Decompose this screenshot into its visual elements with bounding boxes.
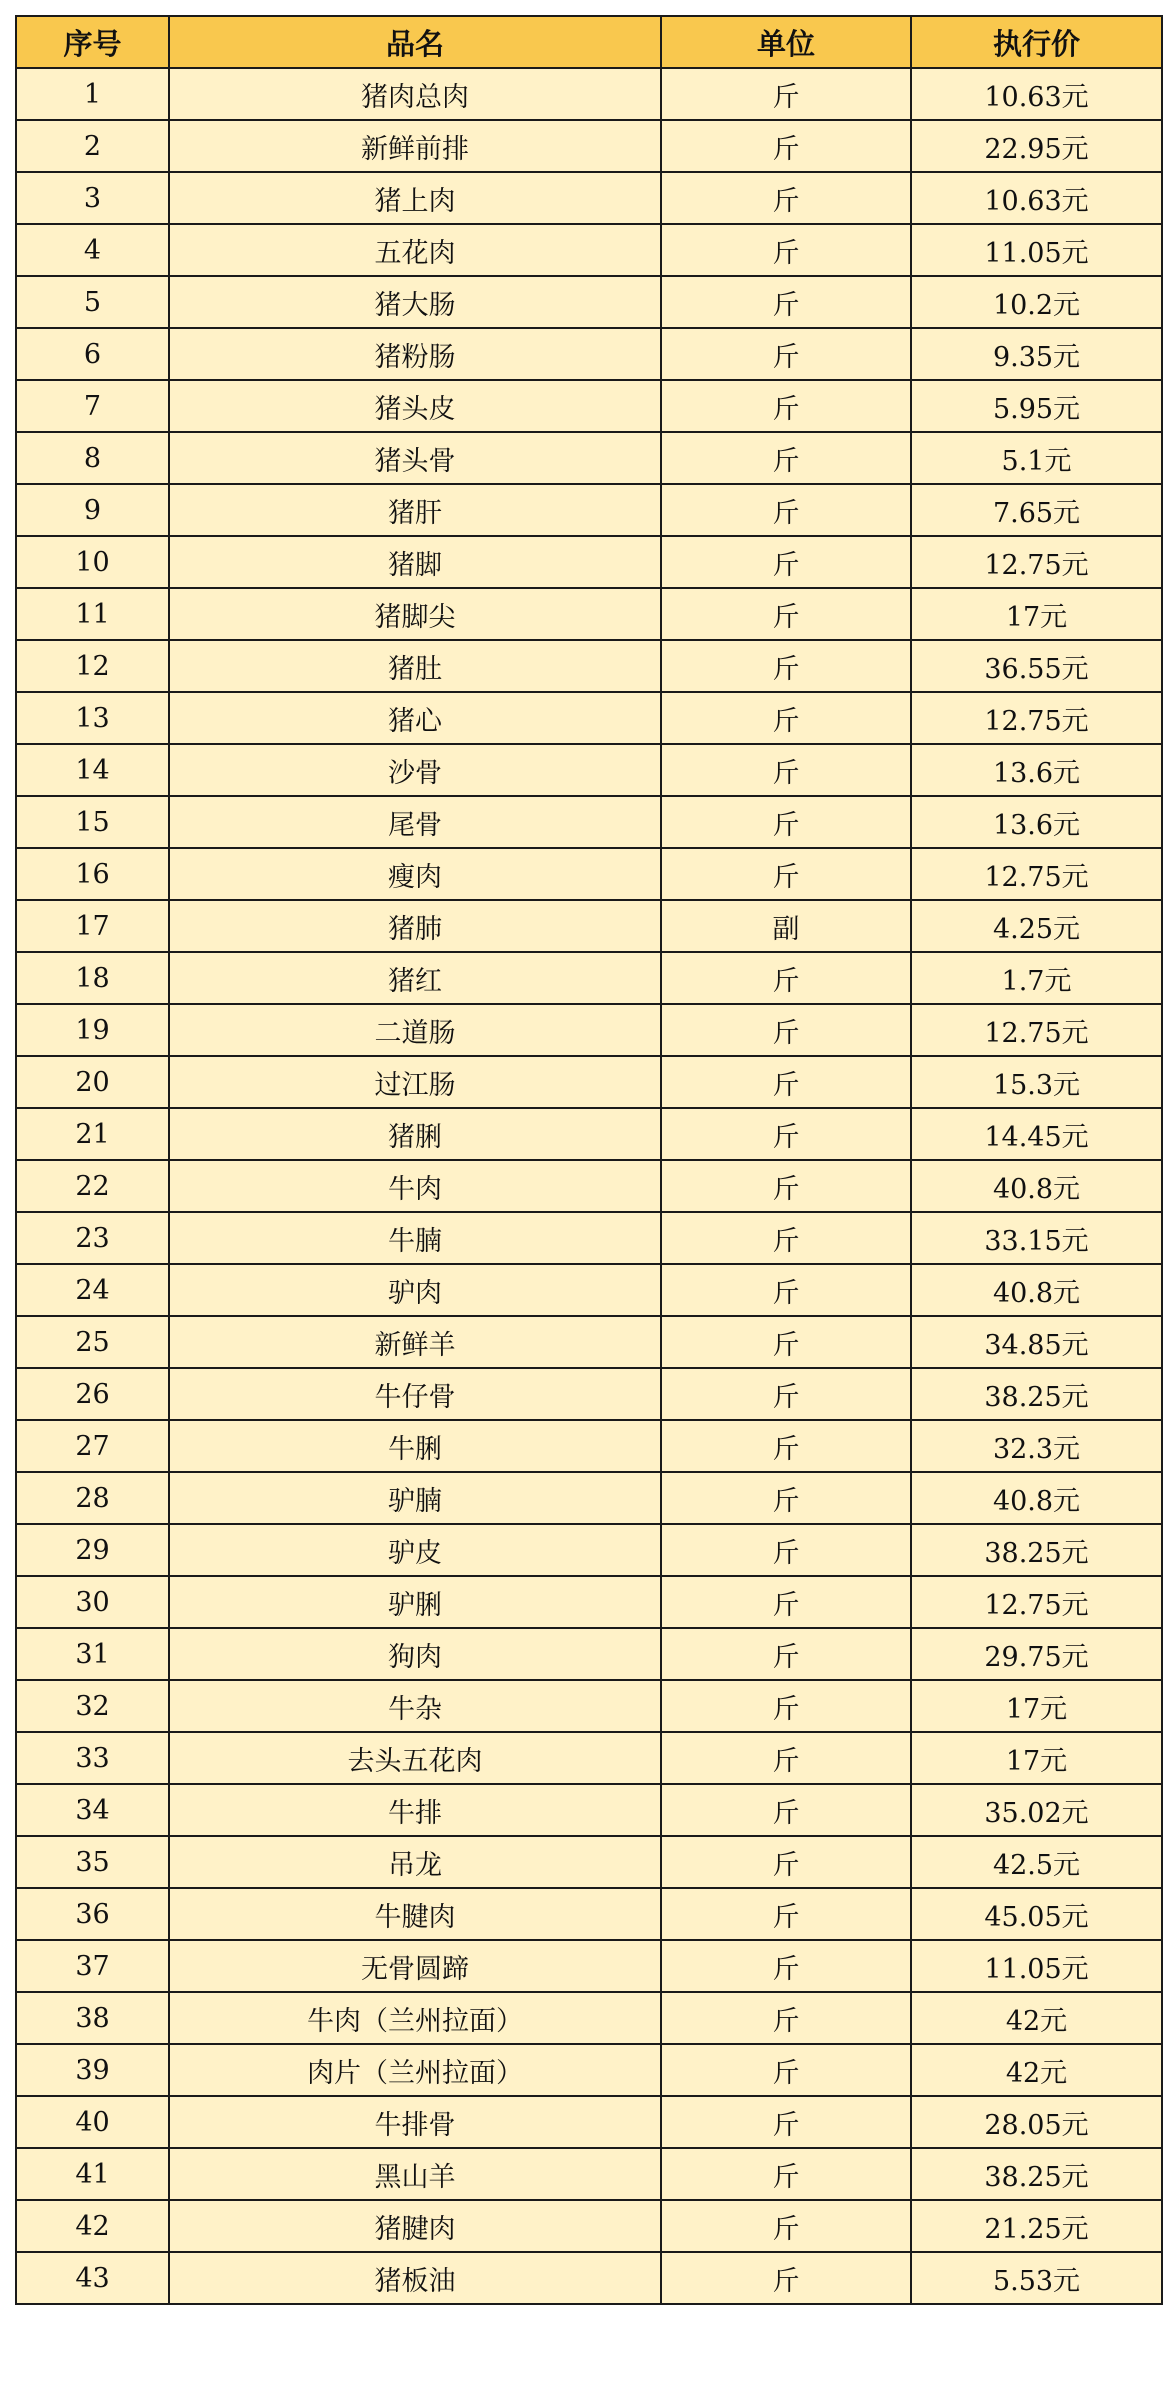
cell-item-name: 猪腱肉 [169,2200,661,2252]
cell-item-name: 牛脷 [169,1420,661,1472]
cell-price: 14.45元 [911,1108,1162,1160]
cell-index: 9 [16,484,169,536]
cell-unit: 斤 [661,276,911,328]
table-row [16,68,1162,120]
table-row [16,120,1162,172]
table-row [16,848,1162,900]
cell-price: 38.25元 [911,1368,1162,1420]
cell-index: 32 [16,1680,169,1732]
cell-unit: 斤 [661,1524,911,1576]
cell-price: 5.53元 [911,2252,1162,2304]
cell-price: 35.02元 [911,1784,1162,1836]
cell-price: 10.63元 [911,172,1162,224]
header-unit: 单位 [661,16,911,68]
cell-price: 29.75元 [911,1628,1162,1680]
cell-unit: 斤 [661,536,911,588]
cell-price: 42元 [911,2044,1162,2096]
cell-index: 28 [16,1472,169,1524]
cell-unit: 斤 [661,1940,911,1992]
cell-price: 12.75元 [911,536,1162,588]
cell-index: 38 [16,1992,169,2044]
cell-index: 2 [16,120,169,172]
cell-unit: 斤 [661,484,911,536]
cell-item-name: 新鲜羊 [169,1316,661,1368]
cell-unit: 斤 [661,1680,911,1732]
cell-price: 9.35元 [911,328,1162,380]
cell-price: 12.75元 [911,1576,1162,1628]
table-row [16,224,1162,276]
cell-index: 31 [16,1628,169,1680]
cell-item-name: 牛仔骨 [169,1368,661,1420]
cell-unit: 斤 [661,68,911,120]
cell-item-name: 猪心 [169,692,661,744]
cell-price: 12.75元 [911,692,1162,744]
cell-item-name: 黑山羊 [169,2148,661,2200]
cell-item-name: 猪粉肠 [169,328,661,380]
cell-unit: 斤 [661,2252,911,2304]
table-row [16,1836,1162,1888]
cell-price: 10.2元 [911,276,1162,328]
price-table [15,15,1163,2305]
table-row [16,1732,1162,1784]
cell-unit: 斤 [661,224,911,276]
table-row [16,1056,1162,1108]
cell-item-name: 驴肉 [169,1264,661,1316]
cell-index: 15 [16,796,169,848]
cell-item-name: 沙骨 [169,744,661,796]
cell-item-name: 猪肝 [169,484,661,536]
cell-item-name: 牛腩 [169,1212,661,1264]
table-row [16,1628,1162,1680]
cell-unit: 斤 [661,1316,911,1368]
cell-item-name: 猪大肠 [169,276,661,328]
cell-item-name: 瘦肉 [169,848,661,900]
cell-item-name: 无骨圆蹄 [169,1940,661,1992]
table-row [16,640,1162,692]
table-row [16,900,1162,952]
cell-price: 33.15元 [911,1212,1162,1264]
cell-price: 13.6元 [911,796,1162,848]
cell-unit: 斤 [661,640,911,692]
cell-index: 25 [16,1316,169,1368]
table-row [16,484,1162,536]
table-row [16,2148,1162,2200]
cell-unit: 斤 [661,2044,911,2096]
cell-index: 39 [16,2044,169,2096]
cell-item-name: 五花肉 [169,224,661,276]
cell-index: 21 [16,1108,169,1160]
cell-index: 6 [16,328,169,380]
cell-index: 10 [16,536,169,588]
cell-item-name: 牛腱肉 [169,1888,661,1940]
cell-price: 5.95元 [911,380,1162,432]
cell-index: 8 [16,432,169,484]
cell-index: 11 [16,588,169,640]
cell-price: 40.8元 [911,1472,1162,1524]
table-row [16,1160,1162,1212]
cell-item-name: 猪头骨 [169,432,661,484]
table-row [16,432,1162,484]
header-row [16,16,1162,68]
cell-unit: 斤 [661,588,911,640]
cell-item-name: 猪红 [169,952,661,1004]
cell-item-name: 牛肉 [169,1160,661,1212]
cell-index: 14 [16,744,169,796]
cell-item-name: 驴皮 [169,1524,661,1576]
cell-unit: 斤 [661,1212,911,1264]
cell-item-name: 牛肉（兰州拉面） [169,1992,661,2044]
cell-unit: 斤 [661,1264,911,1316]
cell-unit: 斤 [661,1732,911,1784]
cell-item-name: 新鲜前排 [169,120,661,172]
table-row [16,952,1162,1004]
cell-index: 23 [16,1212,169,1264]
table-row [16,1264,1162,1316]
cell-price: 15.3元 [911,1056,1162,1108]
cell-price: 21.25元 [911,2200,1162,2252]
cell-price: 22.95元 [911,120,1162,172]
cell-index: 12 [16,640,169,692]
cell-index: 43 [16,2252,169,2304]
cell-unit: 斤 [661,1836,911,1888]
table-row [16,536,1162,588]
cell-index: 33 [16,1732,169,1784]
table-row [16,1368,1162,1420]
cell-unit: 斤 [661,432,911,484]
cell-index: 22 [16,1160,169,1212]
cell-index: 36 [16,1888,169,1940]
cell-price: 13.6元 [911,744,1162,796]
table-row [16,744,1162,796]
cell-unit: 斤 [661,1108,911,1160]
cell-index: 30 [16,1576,169,1628]
table-row [16,1004,1162,1056]
cell-item-name: 驴脷 [169,1576,661,1628]
cell-price: 38.25元 [911,2148,1162,2200]
table-row [16,796,1162,848]
header-index: 序号 [16,16,169,68]
cell-item-name: 去头五花肉 [169,1732,661,1784]
cell-price: 1.7元 [911,952,1162,1004]
table-row [16,276,1162,328]
cell-price: 36.55元 [911,640,1162,692]
cell-unit: 斤 [661,1004,911,1056]
cell-unit: 斤 [661,1368,911,1420]
cell-item-name: 猪板油 [169,2252,661,2304]
cell-price: 34.85元 [911,1316,1162,1368]
cell-index: 29 [16,1524,169,1576]
cell-unit: 斤 [661,2148,911,2200]
cell-unit: 斤 [661,1888,911,1940]
cell-price: 28.05元 [911,2096,1162,2148]
cell-index: 27 [16,1420,169,1472]
cell-unit: 斤 [661,744,911,796]
cell-item-name: 猪肺 [169,900,661,952]
cell-price: 7.65元 [911,484,1162,536]
cell-index: 42 [16,2200,169,2252]
cell-index: 19 [16,1004,169,1056]
cell-unit: 斤 [661,1576,911,1628]
cell-index: 24 [16,1264,169,1316]
table-row [16,1680,1162,1732]
cell-item-name: 狗肉 [169,1628,661,1680]
cell-index: 7 [16,380,169,432]
cell-unit: 斤 [661,380,911,432]
cell-index: 16 [16,848,169,900]
cell-item-name: 牛杂 [169,1680,661,1732]
cell-index: 41 [16,2148,169,2200]
header-price: 执行价 [911,16,1162,68]
cell-item-name: 猪肚 [169,640,661,692]
cell-index: 17 [16,900,169,952]
table-row [16,380,1162,432]
table-row [16,2044,1162,2096]
cell-item-name: 牛排骨 [169,2096,661,2148]
cell-item-name: 尾骨 [169,796,661,848]
cell-index: 37 [16,1940,169,1992]
table-row [16,1212,1162,1264]
cell-unit: 斤 [661,1420,911,1472]
table-row [16,172,1162,224]
table-row [16,1784,1162,1836]
cell-price: 42元 [911,1992,1162,2044]
cell-unit: 斤 [661,2096,911,2148]
cell-item-name: 猪脷 [169,1108,661,1160]
cell-item-name: 驴腩 [169,1472,661,1524]
cell-unit: 斤 [661,120,911,172]
table-row [16,1472,1162,1524]
table-row [16,692,1162,744]
table-row [16,1992,1162,2044]
table-row [16,588,1162,640]
cell-price: 11.05元 [911,224,1162,276]
cell-index: 26 [16,1368,169,1420]
cell-item-name: 过江肠 [169,1056,661,1108]
cell-unit: 斤 [661,952,911,1004]
cell-index: 5 [16,276,169,328]
table-row [16,328,1162,380]
cell-price: 32.3元 [911,1420,1162,1472]
cell-index: 18 [16,952,169,1004]
cell-price: 45.05元 [911,1888,1162,1940]
cell-unit: 斤 [661,848,911,900]
cell-item-name: 猪脚 [169,536,661,588]
table-row [16,1576,1162,1628]
cell-unit: 斤 [661,2200,911,2252]
cell-unit: 斤 [661,1784,911,1836]
header-item-name: 品名 [169,16,661,68]
table-row [16,1940,1162,1992]
cell-item-name: 猪肉总肉 [169,68,661,120]
cell-item-name: 猪上肉 [169,172,661,224]
table-row [16,1316,1162,1368]
cell-index: 20 [16,1056,169,1108]
cell-price: 4.25元 [911,900,1162,952]
cell-price: 42.5元 [911,1836,1162,1888]
cell-unit: 斤 [661,172,911,224]
cell-index: 35 [16,1836,169,1888]
cell-item-name: 牛排 [169,1784,661,1836]
table-row [16,1420,1162,1472]
cell-unit: 斤 [661,796,911,848]
cell-price: 38.25元 [911,1524,1162,1576]
cell-unit: 斤 [661,1160,911,1212]
cell-index: 34 [16,1784,169,1836]
cell-unit: 副 [661,900,911,952]
cell-item-name: 猪脚尖 [169,588,661,640]
table-row [16,2096,1162,2148]
cell-index: 13 [16,692,169,744]
cell-unit: 斤 [661,1628,911,1680]
cell-item-name: 猪头皮 [169,380,661,432]
cell-price: 40.8元 [911,1264,1162,1316]
cell-price: 40.8元 [911,1160,1162,1212]
cell-index: 1 [16,68,169,120]
table-row [16,1524,1162,1576]
cell-price: 10.63元 [911,68,1162,120]
cell-unit: 斤 [661,328,911,380]
cell-item-name: 肉片（兰州拉面） [169,2044,661,2096]
cell-index: 4 [16,224,169,276]
cell-item-name: 吊龙 [169,1836,661,1888]
cell-price: 17元 [911,1732,1162,1784]
table-row [16,1888,1162,1940]
cell-price: 11.05元 [911,1940,1162,1992]
cell-unit: 斤 [661,1056,911,1108]
cell-unit: 斤 [661,692,911,744]
cell-index: 40 [16,2096,169,2148]
cell-index: 3 [16,172,169,224]
table-row [16,2252,1162,2304]
table-header [16,16,1162,68]
cell-price: 17元 [911,1680,1162,1732]
table-body [16,68,1162,2304]
cell-item-name: 二道肠 [169,1004,661,1056]
table-row [16,2200,1162,2252]
cell-price: 12.75元 [911,1004,1162,1056]
cell-price: 17元 [911,588,1162,640]
table-row [16,1108,1162,1160]
cell-unit: 斤 [661,1472,911,1524]
cell-price: 12.75元 [911,848,1162,900]
cell-price: 5.1元 [911,432,1162,484]
cell-unit: 斤 [661,1992,911,2044]
